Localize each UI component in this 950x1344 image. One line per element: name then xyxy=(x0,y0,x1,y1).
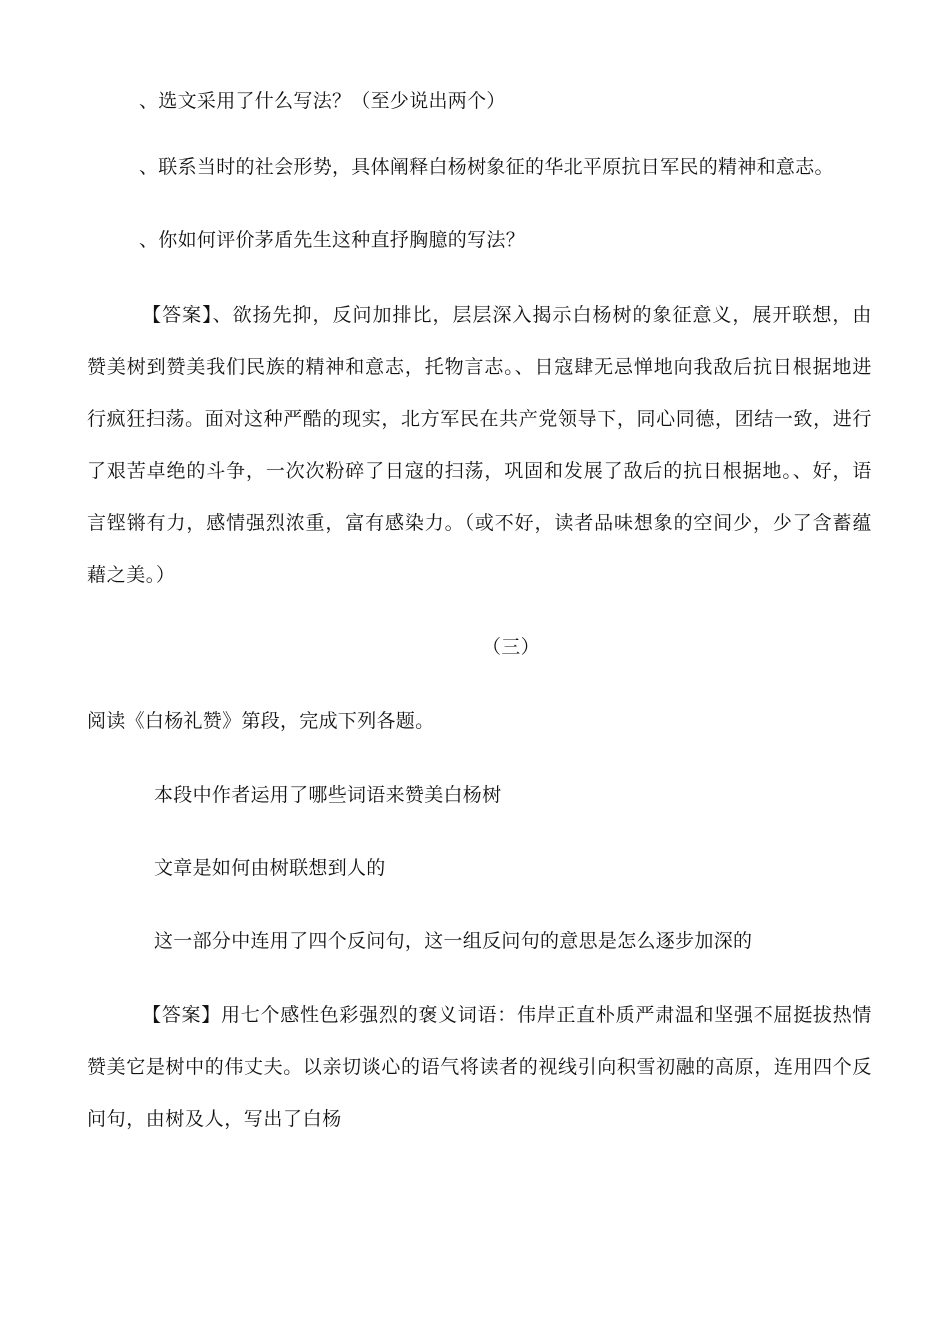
question-line: 、你如何评价茅盾先生这种直抒胸臆的写法？ xyxy=(139,229,526,251)
question-line: 、联系当时的社会形势，具体阐释白杨树象征的华北平原抗日军民的精神和意志。 xyxy=(139,156,834,178)
answer-paragraph: 【答案】用七个感性色彩强烈的褒义词语：伟岸正直朴质严肃温和坚强不屈挺拔热情赞美它是树中的伟丈夫。以亲切谈心的语气将读者的视线引向积雪初融的高原，连用四个反问句，由树及人，写出了白杨 xyxy=(87,1004,872,1130)
question-line: 文章是如何由树联想到人的 xyxy=(154,857,386,879)
answer-paragraph: 【答案】、欲扬先抑，反问加排比，层层深入揭示白杨树的象征意义，展开联想，由赞美树到赞美我们民族的精神和意志，托物言志。、日寇肆无忌惮地向我敌后抗日根据地进行疯狂扫荡。面对这种严酷的现实，北方军民在共产党领导下，同心同德，团结一致，进行了艰苦卓绝的斗争，一次次粉碎了日寇的扫荡，巩固和发展了敌后的抗日根据地。、好，语言铿锵有力，感情强烈浓重，富有感染力。（或不好，读者品味想象的空间少，少了含蓄蕴藉之美。） xyxy=(87,304,872,586)
question-line: 这一部分中连用了四个反问句，这一组反问句的意思是怎么逐步加深的 xyxy=(154,930,753,952)
section-heading: （三） xyxy=(482,636,540,658)
question-line: 、选文采用了什么写法？（至少说出两个） xyxy=(139,90,506,112)
question-line: 本段中作者运用了哪些词语来赞美白杨树 xyxy=(154,784,502,806)
reading-instruction: 阅读《白杨礼赞》第段，完成下列各题。 xyxy=(87,710,435,732)
